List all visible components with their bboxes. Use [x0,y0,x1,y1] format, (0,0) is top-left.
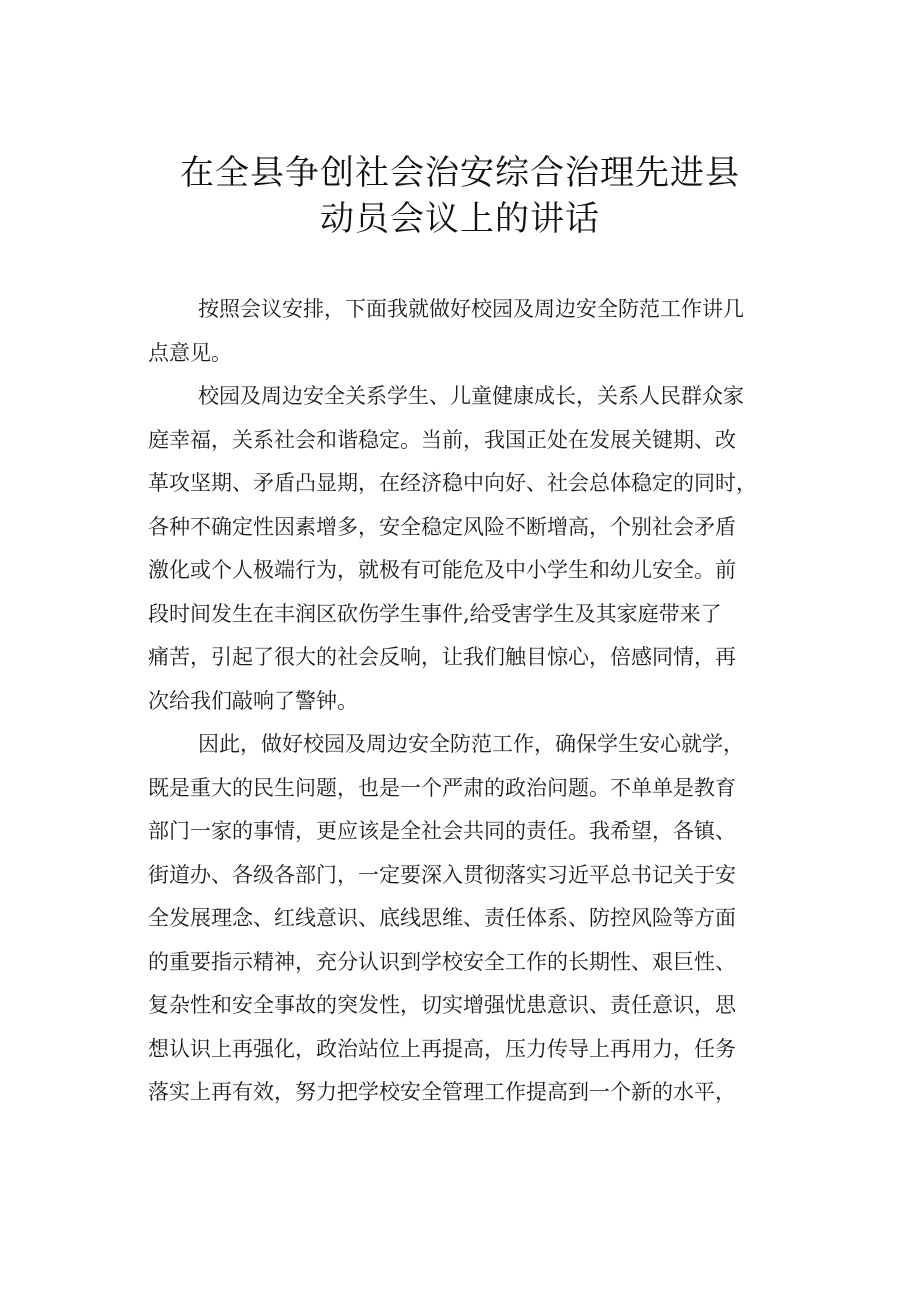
body-text-line: 革攻坚期、矛盾凸显期，在经济稳中向好、社会总体稳定的同时， [148,471,757,495]
body-text-line: 激化或个人极端行为，就极有可能危及中小学生和幼儿安全。前 [148,558,736,582]
title-line-2: 动员会议上的讲话 [320,199,600,239]
body-text-line: 痛苦，引起了很大的社会反响，让我们触目惊心，倍感同情，再 [148,645,736,669]
body-text-line: 落实上再有效，努力把学校安全管理工作提高到一个新的水平， [148,1080,736,1104]
body-text-line: 点意见。 [148,340,232,365]
body-text-line: 街道办、各级各部门，一定要深入贯彻落实习近平总书记关于安 [148,862,736,887]
title-line-1: 在全县争创社会治安综合治理先进县 [180,153,740,193]
document-body [148,288,814,1115]
body-text-line: 次给我们敲响了警钟。 [148,688,358,713]
body-text-line: 因此，做好校园及周边安全防范工作，确保学生安心就学， [198,732,744,756]
body-text-line: 校园及周边安全关系学生、儿童健康成长，关系人民群众家 [198,384,744,408]
body-text-line: 想认识上再强化，政治站位上再提高，压力传导上再用力，任务 [148,1036,736,1061]
body-text-line: 复杂性和安全事故的突发性，切实增强忧患意识、责任意识，思 [148,993,736,1017]
body-text-line: 按照会议安排，下面我就做好校园及周边安全防范工作讲几 [198,297,744,321]
body-text-line: 既是重大的民生问题，也是一个严肃的政治问题。不单单是教育 [148,775,736,800]
body-text-line: 全发展理念、红线意识、底线思维、责任体系、防控风险等方面 [148,906,736,930]
body-text-line: 各种不确定性因素增多，安全稳定风险不断增高，个别社会矛盾 [148,514,736,539]
body-text-line: 部门一家的事情，更应该是全社会共同的责任。我希望，各镇、 [148,819,736,843]
body-text-line: 的重要指示精神，充分认识到学校安全工作的长期性、艰巨性、 [148,949,736,974]
body-text-line: 段时间发生在丰润区砍伤学生事件,给受害学生及其家庭带来了 [148,601,722,626]
document-title [0,150,920,242]
body-text-line: 庭幸福，关系社会和谐稳定。当前，我国正处在发展关键期、改 [148,427,736,452]
